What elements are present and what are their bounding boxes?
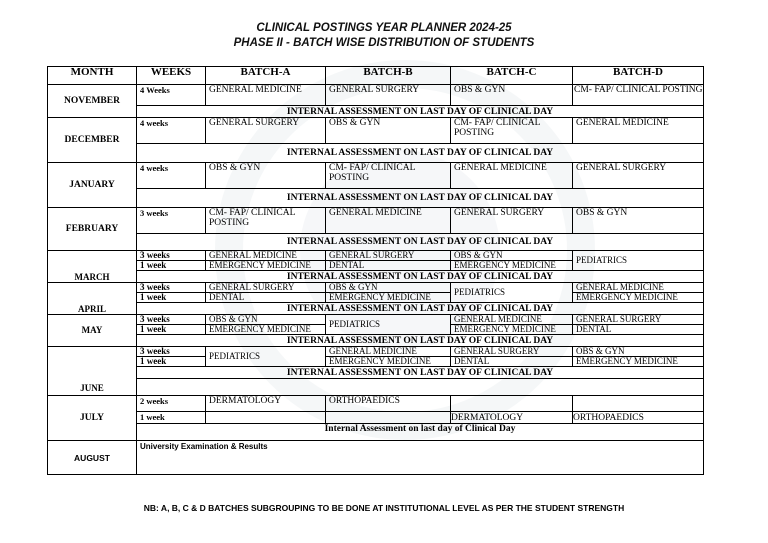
- ia-row: [48, 144, 704, 163]
- batch-b-cell: OBS & GYN: [326, 118, 451, 144]
- ia-row: [48, 303, 704, 315]
- weeks-cell: 1 week: [137, 412, 206, 424]
- col-header-batch-d: BATCH-D: [573, 67, 704, 85]
- weeks-cell: 3 weeks: [137, 315, 206, 325]
- internal-assessment-note: Internal Assessment on last day of Clinical Day: [137, 424, 704, 441]
- batch-d-cell: GENERAL MEDICINE: [573, 283, 704, 293]
- batch-b-cell: GENERAL MEDICINE: [326, 347, 451, 357]
- batch-d-cell: DENTAL: [573, 325, 704, 335]
- planner-table: [47, 66, 704, 475]
- col-header-batch-a: BATCH-A: [206, 67, 326, 85]
- table-row: [48, 85, 704, 106]
- batch-b-cell: GENERAL SURGERY: [326, 251, 451, 261]
- document-subtitle: PHASE II - BATCH WISE DISTRIBUTION OF STUDENTS: [233, 37, 535, 49]
- batch-b-cell: ORTHOPAEDICS: [326, 396, 451, 412]
- batch-c-cell: GENERAL MEDICINE: [451, 315, 573, 325]
- batch-a-cell: OBS & GYN: [206, 315, 326, 325]
- empty-cell: [137, 379, 704, 396]
- month-may: MAY: [48, 315, 137, 347]
- weeks-cell: 4 weeks: [137, 118, 206, 144]
- weeks-cell: 3 weeks: [137, 251, 206, 261]
- batch-a-cell: GENERAL SURGERY: [206, 283, 326, 293]
- batch-d-cell: OBS & GYN: [573, 208, 704, 234]
- batch-c-cell: PEDIATRICS: [451, 283, 573, 303]
- month-july: JULY: [48, 396, 137, 441]
- table-row: [48, 315, 704, 325]
- batch-d-cell: EMERGENCY MEDICINE: [573, 293, 704, 303]
- batch-a-cell: GENERAL SURGERY: [206, 118, 326, 144]
- table-row: [48, 396, 704, 412]
- batch-d-cell: PEDIATRICS: [573, 251, 704, 271]
- batch-c-cell: GENERAL SURGERY: [451, 347, 573, 357]
- batch-d-cell: ORTHOPAEDICS: [573, 412, 704, 424]
- weeks-cell: 1 week: [137, 357, 206, 367]
- ia-row: [48, 106, 704, 118]
- internal-assessment-note: INTERNAL ASSESSMENT ON LAST DAY OF CLINICAL DAY: [137, 106, 704, 118]
- batch-d-cell: GENERAL SURGERY: [573, 315, 704, 325]
- batch-a-cell: CM- FAP/ CLINICAL POSTING: [206, 208, 326, 234]
- batch-c-cell: EMERGENCY MEDICINE: [451, 261, 573, 271]
- weeks-cell: 3 weeks: [137, 347, 206, 357]
- batch-b-cell: EMERGENCY MEDICINE: [326, 357, 451, 367]
- month-december: DECEMBER: [48, 118, 137, 163]
- internal-assessment-note: INTERNAL ASSESSMENT ON LAST DAY OF CLINICAL DAY: [137, 189, 704, 208]
- batch-d-cell: GENERAL MEDICINE: [573, 118, 704, 144]
- batch-b-cell: CM- FAP/ CLINICAL POSTING: [326, 163, 451, 189]
- month-august: AUGUST: [48, 441, 137, 475]
- table-row: [48, 283, 704, 293]
- weeks-cell: 1 week: [137, 261, 206, 271]
- internal-assessment-note: INTERNAL ASSESSMENT ON LAST DAY OF CLINICAL DAY: [137, 303, 704, 315]
- weeks-cell: 4 Weeks: [137, 85, 206, 106]
- month-november: NOVEMBER: [48, 85, 137, 118]
- batch-a-cell: OBS & GYN: [206, 163, 326, 189]
- document-title: CLINICAL POSTINGS YEAR PLANNER 2024-25: [256, 22, 512, 34]
- august-note: University Examination & Results: [137, 441, 704, 475]
- internal-assessment-note: INTERNAL ASSESSMENT ON LAST DAY OF CLINICAL DAY: [137, 367, 704, 379]
- table-row: [48, 347, 704, 357]
- batch-d-cell: CM- FAP/ CLINICAL POSTING: [573, 85, 704, 106]
- ia-row: [48, 271, 704, 283]
- internal-assessment-note: INTERNAL ASSESSMENT ON LAST DAY OF CLINICAL DAY: [137, 234, 704, 251]
- table-row: [48, 357, 704, 367]
- table-row: [48, 441, 704, 475]
- batch-d-cell: OBS & GYN: [573, 347, 704, 357]
- batch-c-cell: DERMATOLOGY: [451, 412, 573, 424]
- batch-b-cell: [326, 412, 451, 424]
- batch-b-cell: GENERAL MEDICINE: [326, 208, 451, 234]
- batch-b-cell: DENTAL: [326, 261, 451, 271]
- month-march: MARCH: [48, 251, 137, 283]
- ia-row: [48, 424, 704, 441]
- internal-assessment-note: INTERNAL ASSESSMENT ON LAST DAY OF CLINICAL DAY: [137, 144, 704, 163]
- ia-row: [48, 367, 704, 379]
- batch-c-cell: OBS & GYN: [451, 251, 573, 261]
- batch-d-cell: EMERGENCY MEDICINE: [573, 357, 704, 367]
- ia-row: [48, 189, 704, 208]
- table-row: [48, 412, 704, 424]
- batch-d-cell: [573, 396, 704, 412]
- batch-a-cell: PEDIATRICS: [206, 347, 326, 367]
- batch-b-cell: EMERGENCY MEDICINE: [326, 293, 451, 303]
- table-row: [48, 379, 704, 396]
- month-april: APRIL: [48, 283, 137, 315]
- batch-a-cell: DERMATOLOGY: [206, 396, 326, 412]
- batch-a-cell: DENTAL: [206, 293, 326, 303]
- col-header-batch-c: BATCH-C: [451, 67, 573, 85]
- batch-c-cell: EMERGENCY MEDICINE: [451, 325, 573, 335]
- table-row: [48, 208, 704, 234]
- batch-b-cell: GENERAL SURGERY: [326, 85, 451, 106]
- weeks-cell: 4 weeks: [137, 163, 206, 189]
- batch-b-cell: OBS & GYN: [326, 283, 451, 293]
- batch-a-cell: GENERAL MEDICINE: [206, 251, 326, 261]
- batch-b-cell: PEDIATRICS: [326, 315, 451, 335]
- weeks-cell: 1 week: [137, 325, 206, 335]
- table-row: [48, 118, 704, 144]
- month-february: FEBRUARY: [48, 208, 137, 251]
- table-row: [48, 293, 704, 303]
- col-header-batch-b: BATCH-B: [326, 67, 451, 85]
- weeks-cell: 2 weeks: [137, 396, 206, 412]
- ia-row: [48, 234, 704, 251]
- batch-c-cell: GENERAL MEDICINE: [451, 163, 573, 189]
- batch-d-cell: GENERAL SURGERY: [573, 163, 704, 189]
- col-header-weeks: WEEKS: [137, 67, 206, 85]
- batch-a-cell: EMERGENCY MEDICINE: [206, 261, 326, 271]
- batch-a-cell: GENERAL MEDICINE: [206, 85, 326, 106]
- batch-c-cell: DENTAL: [451, 357, 573, 367]
- internal-assessment-note: INTERNAL ASSESSMENT ON LAST DAY OF CLINICAL DAY: [137, 335, 704, 347]
- internal-assessment-note: INTERNAL ASSESSMENT ON LAST DAY OF CLINICAL DAY: [137, 271, 704, 283]
- batch-a-cell: EMERGENCY MEDICINE: [206, 325, 326, 335]
- weeks-cell: 1 week: [137, 293, 206, 303]
- batch-c-cell: GENERAL SURGERY: [451, 208, 573, 234]
- header-row: [48, 67, 704, 85]
- ia-row: [48, 335, 704, 347]
- weeks-cell: 3 weeks: [137, 283, 206, 293]
- footer-note: NB: A, B, C & D BATCHES SUBGROUPING TO BE DONE AT INSTITUTIONAL LEVEL AS PER THE STUDENT STRENGTH: [143, 503, 625, 513]
- weeks-cell: 3 weeks: [137, 208, 206, 234]
- batch-c-cell: [451, 396, 573, 412]
- batch-c-cell: OBS & GYN: [451, 85, 573, 106]
- month-january: JANUARY: [48, 163, 137, 208]
- table-row: [48, 163, 704, 189]
- table-row: [48, 251, 704, 261]
- col-header-month: MONTH: [48, 67, 137, 85]
- batch-c-cell: CM- FAP/ CLINICAL POSTING: [451, 118, 573, 144]
- batch-a-cell: [206, 412, 326, 424]
- month-june: JUNE: [48, 347, 137, 396]
